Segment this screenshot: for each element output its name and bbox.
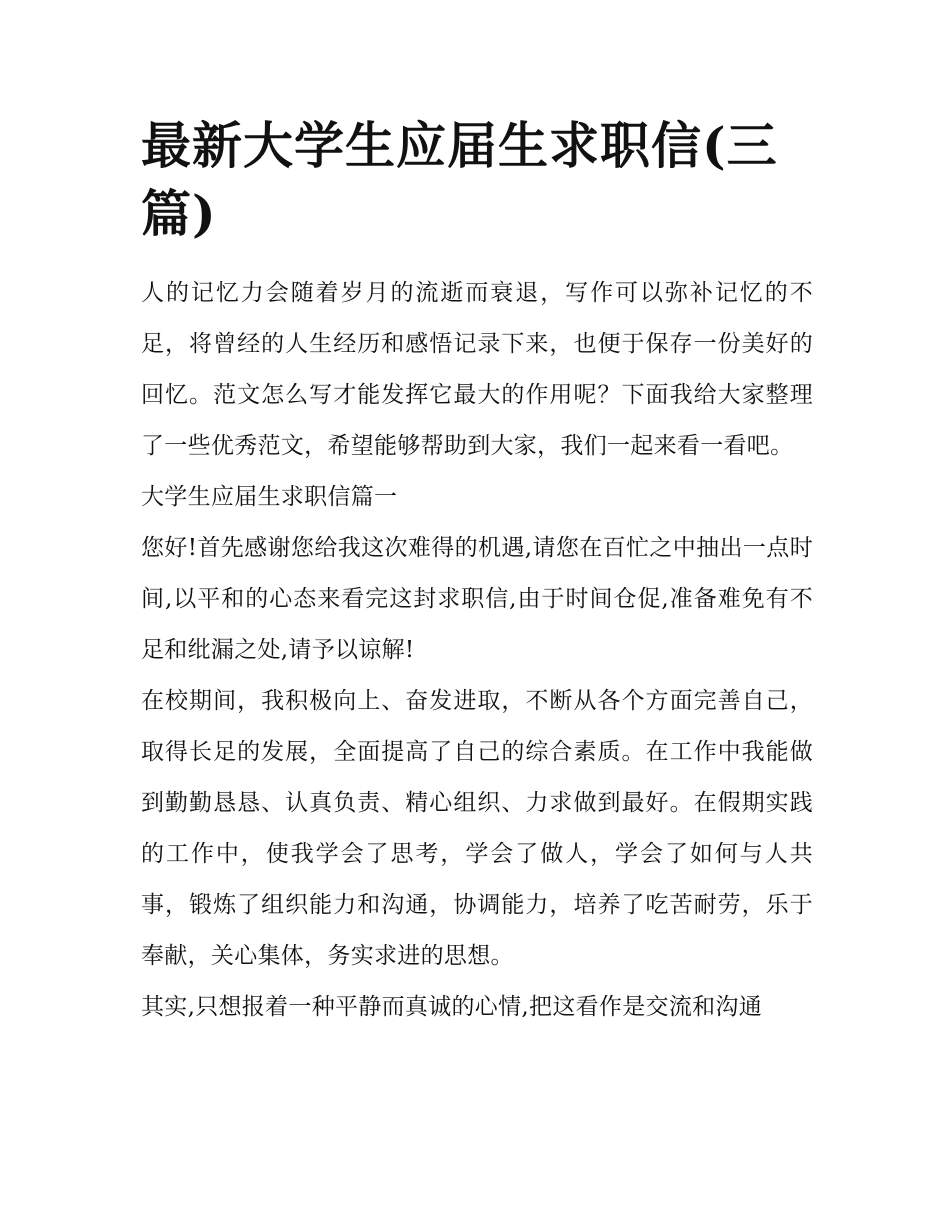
document-title: 最新大学生应届生求职信(三篇) bbox=[141, 116, 778, 243]
greeting-paragraph: 您好!首先感谢您给我这次难得的机遇,请您在百忙之中抽出一点时间,以平和的心态来看完这封求职信,由于时间仓促,准备难免有不足和纰漏之处,请予以谅解! bbox=[141, 535, 813, 663]
section-heading: 大学生应届生求职信篇一 bbox=[141, 484, 398, 510]
body-paragraph: 在校期间，我积极向上、奋发进取，不断从各个方面完善自己，取得长足的发展，全面提高了自己的综合素质。在工作中我能做到勤勤恳恳、认真负责、精心组织、力求做到最好。在假期实践的工作中，使我学会了思考，学会了做人，学会了如何与人共事，锻炼了组织能力和沟通，协调能力，培养了吃苦耐劳，乐于奉献，关心集体，务实求进的思想。 bbox=[141, 688, 813, 969]
document-page bbox=[141, 112, 813, 1033]
closing-paragraph: 其实,只想报着一种平静而真诚的心情,把这看作是交流和沟通 bbox=[141, 994, 763, 1020]
intro-paragraph: 人的记忆力会随着岁月的流逝而衰退，写作可以弥补记忆的不足，将曾经的人生经历和感悟记录下来，也便于保存一份美好的回忆。范文怎么写才能发挥它最大的作用呢？下面我给大家整理了一些优秀范文，希望能够帮助到大家，我们一起来看一看吧。 bbox=[141, 280, 813, 459]
